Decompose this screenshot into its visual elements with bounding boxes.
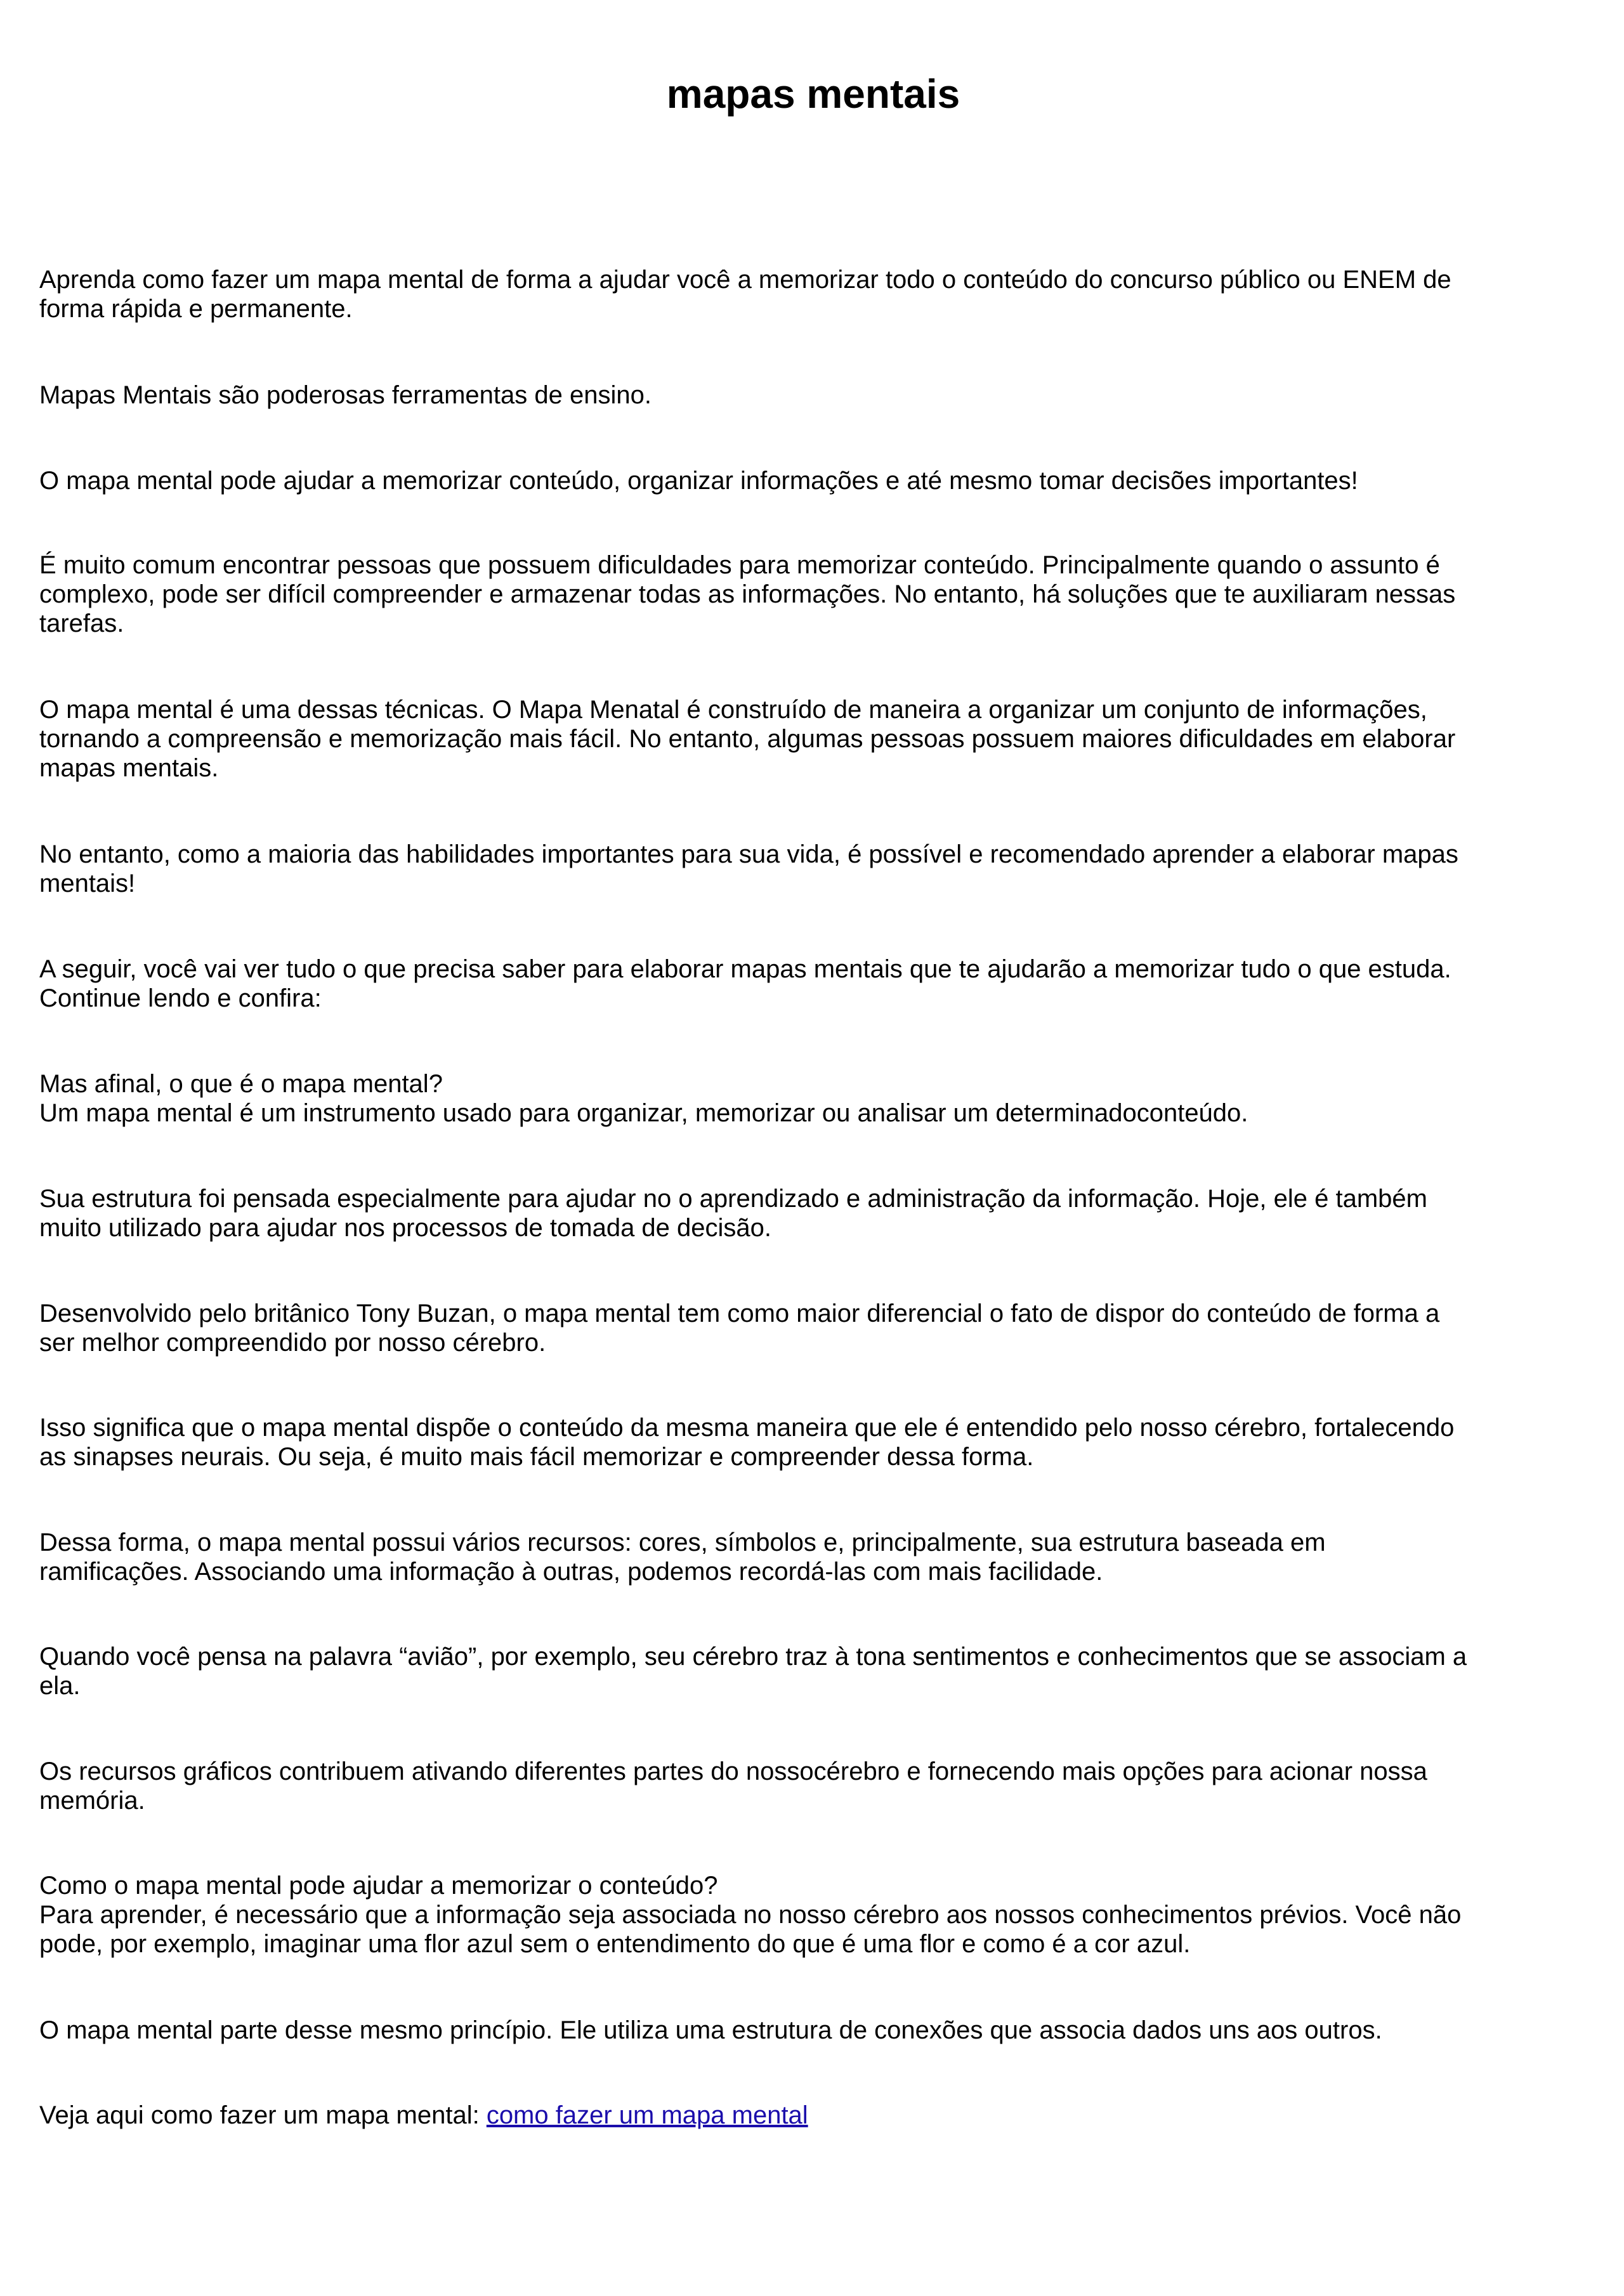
paragraph-line: Quando você pensa na palavra “avião”, por exemplo, seu cérebro traz à tona sentimentos e conhecimentos que se associam a <box>39 1643 1467 1671</box>
paragraph-line: as sinapses neurais. Ou seja, é muito mais fácil memorizar e compreender dessa forma. <box>39 1443 1034 1471</box>
paragraph-line: Um mapa mental é um instrumento usado para organizar, memorizar ou analisar um determinadoconteúdo. <box>39 1099 1248 1127</box>
document-title: mapas mentais <box>666 71 960 117</box>
paragraph <box>39 381 1587 410</box>
paragraph-line: tarefas. <box>39 610 124 637</box>
paragraph-line: pode, por exemplo, imaginar uma flor azul sem o entendimento do que é uma flor e como é a cor azul. <box>39 1930 1191 1958</box>
paragraph-line: complexo, pode ser difícil compreender e armazenar todas as informações. No entanto, há soluções que te auxiliaram nessas <box>39 580 1456 608</box>
paragraph-line: Sua estrutura foi pensada especialmente para ajudar no o aprendizado e administração da informação. Hoje, ele é também <box>39 1185 1427 1213</box>
paragraph <box>39 1413 1587 1471</box>
final-paragraph <box>39 2101 1587 2130</box>
paragraph-line: É muito comum encontrar pessoas que possuem dificuldades para memorizar conteúdo. Principalmente quando o assunto é <box>39 551 1440 579</box>
section-heading-paragraph <box>39 1871 1587 1959</box>
paragraph-line: Isso significa que o mapa mental dispõe o conteúdo da mesma maneira que ele é entendido pelo nosso cérebro, fortalecendo <box>39 1414 1455 1442</box>
paragraph-line: Desenvolvido pelo britânico Tony Buzan, o mapa mental tem como maior diferencial o fato de dispor do conteúdo de forma a <box>39 1300 1440 1327</box>
paragraph-line: No entanto, como a maioria das habilidades importantes para sua vida, é possível e recomendado aprender a elaborar mapas <box>39 840 1458 868</box>
paragraph-line: ela. <box>39 1672 81 1700</box>
paragraph-line: ser melhor compreendido por nosso cérebro. <box>39 1329 546 1357</box>
paragraph-line: muito utilizado para ajudar nos processos de tomada de decisão. <box>39 1214 772 1242</box>
paragraph-line: O mapa mental é uma dessas técnicas. O Mapa Menatal é construído de maneira a organizar um conjunto de informações, <box>39 696 1427 724</box>
paragraph-line: tornando a compreensão e memorização mais fácil. No entanto, algumas pessoas possuem maiores dificuldades em elaborar <box>39 725 1456 753</box>
section-heading: Como o mapa mental pode ajudar a memorizar o conteúdo? <box>39 1872 718 1900</box>
paragraph-line: O mapa mental pode ajudar a memorizar conteúdo, organizar informações e até mesmo tomar decisões importantes! <box>39 467 1358 495</box>
paragraph <box>39 1642 1587 1700</box>
paragraph <box>39 2016 1587 2045</box>
paragraph-line: Continue lendo e confira: <box>39 984 322 1012</box>
paragraph <box>39 551 1587 638</box>
paragraph-line: A seguir, você vai ver tudo o que precisa saber para elaborar mapas mentais que te ajudarão a memorizar tudo o que estuda. <box>39 955 1451 983</box>
final-prefix: Veja aqui como fazer um mapa mental: <box>39 2101 487 2129</box>
paragraph <box>39 955 1587 1013</box>
paragraph-line: mapas mentais. <box>39 754 219 782</box>
paragraph-line: mentais! <box>39 870 136 897</box>
paragraph-line: Os recursos gráficos contribuem ativando diferentes partes do nossocérebro e fornecendo mais opções para acionar nossa <box>39 1758 1427 1785</box>
paragraph-line: O mapa mental parte desse mesmo princípio. Ele utiliza uma estrutura de conexões que associa dados uns aos outros. <box>39 2016 1382 2044</box>
paragraph-line: forma rápida e permanente. <box>39 295 353 323</box>
paragraph <box>39 695 1587 783</box>
paragraph <box>39 1528 1587 1586</box>
paragraph-line: Mapas Mentais são poderosas ferramentas de ensino. <box>39 381 652 409</box>
paragraph-intro <box>39 265 1587 323</box>
paragraph <box>39 466 1587 495</box>
section-heading-paragraph <box>39 1069 1587 1128</box>
paragraph-line: Aprenda como fazer um mapa mental de forma a ajudar você a memorizar todo o conteúdo do concurso público ou ENEM de <box>39 266 1451 294</box>
paragraph <box>39 1299 1587 1357</box>
section-heading: Mas afinal, o que é o mapa mental? <box>39 1070 443 1098</box>
paragraph-line: Dessa forma, o mapa mental possui vários recursos: cores, símbolos e, principalmente, sua estrutura baseada em <box>39 1529 1326 1556</box>
paragraph <box>39 1184 1587 1243</box>
paragraph <box>39 1757 1587 1815</box>
how-to-make-mind-map-link[interactable]: como fazer um mapa mental <box>486 2101 808 2129</box>
paragraph-line: ramificações. Associando uma informação à outras, podemos recordá-las com mais facilidade. <box>39 1558 1103 1586</box>
paragraph <box>39 840 1587 898</box>
paragraph-line: Para aprender, é necessário que a informação seja associada no nosso cérebro aos nossos conhecimentos prévios. Você não <box>39 1901 1462 1929</box>
paragraph-line: memória. <box>39 1787 145 1815</box>
